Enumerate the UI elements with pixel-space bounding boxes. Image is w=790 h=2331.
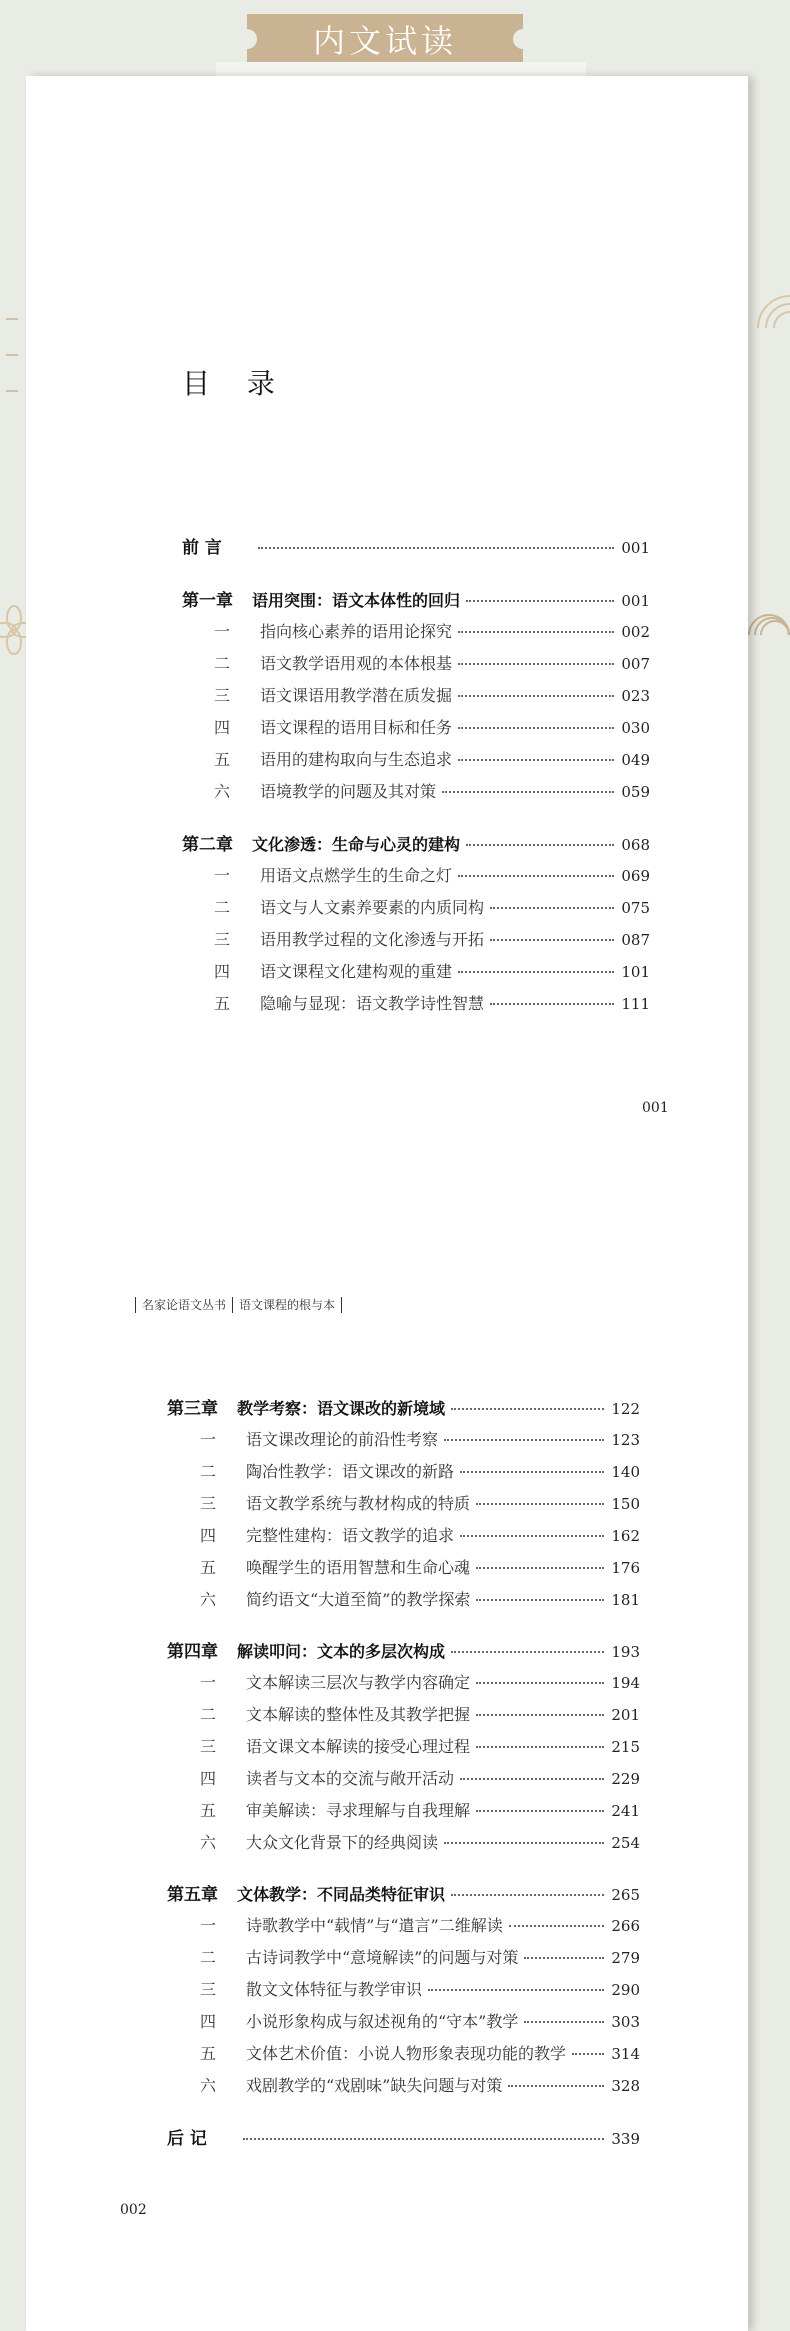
section-num: 六 <box>214 782 231 801</box>
section-num: 五 <box>214 994 231 1013</box>
section-title: 语用教学过程的文化渗透与开拓 <box>260 930 485 949</box>
dot-leader <box>466 600 614 602</box>
section-num: 二 <box>200 1948 217 1967</box>
section-num: 四 <box>200 1769 217 1788</box>
dot-leader <box>451 1894 604 1896</box>
dot-leader <box>458 875 614 877</box>
section-num: 一 <box>200 1916 217 1935</box>
page-number: 279 <box>611 1949 640 1967</box>
toc-section[interactable] <box>200 1459 640 1482</box>
page-number: 075 <box>621 899 650 917</box>
toc-section[interactable] <box>200 1830 640 1853</box>
section-num: 二 <box>200 1462 217 1481</box>
section-title: 隐喻与显现：语文教学诗性智慧 <box>260 994 485 1013</box>
section-num: 一 <box>200 1673 217 1692</box>
chapter-title: 解读叩问：文本的多层次构成 <box>237 1642 446 1661</box>
page-number: 290 <box>611 1981 640 1999</box>
toc-section[interactable] <box>200 1670 640 1693</box>
divider <box>135 1297 136 1313</box>
toc-section[interactable] <box>200 1427 640 1450</box>
page-number: 087 <box>621 931 650 949</box>
dot-leader <box>476 1567 604 1569</box>
section-title: 读者与文本的交流与敞开活动 <box>246 1769 455 1788</box>
chapter-label: 第四章 <box>167 1642 218 1662</box>
toc-section[interactable] <box>200 1945 640 1968</box>
toc-chapter-4[interactable] <box>167 1637 640 1662</box>
toc-section[interactable] <box>214 863 650 886</box>
dot-leader <box>509 1925 604 1927</box>
section-title: 散文文体特征与教学审识 <box>246 1980 423 1999</box>
dot-leader <box>458 727 614 729</box>
toc-section[interactable] <box>214 747 650 770</box>
toc-chapter-5[interactable] <box>167 1880 640 1905</box>
page-number: 069 <box>621 867 650 885</box>
page-number: 328 <box>611 2077 640 2095</box>
page-number: 123 <box>611 1431 640 1449</box>
toc-section[interactable] <box>200 1702 640 1725</box>
toc-section[interactable] <box>200 1734 640 1757</box>
toc-section[interactable] <box>200 1977 640 2000</box>
preface-label: 前 言 <box>182 538 222 558</box>
page-number: 193 <box>611 1643 640 1661</box>
page-number: 176 <box>611 1559 640 1577</box>
section-num: 三 <box>214 930 231 949</box>
toc-section[interactable] <box>214 991 650 1014</box>
section-title: 文本解读三层次与教学内容确定 <box>246 1673 471 1692</box>
toc-section[interactable] <box>200 1766 640 1789</box>
dot-leader <box>460 1535 604 1537</box>
section-num: 四 <box>214 962 231 981</box>
section-title: 语文课改理论的前沿性考察 <box>246 1430 439 1449</box>
dot-leader <box>490 907 614 909</box>
chapter-label: 第二章 <box>182 835 233 855</box>
section-title: 语文教学语用观的本体根基 <box>260 654 453 673</box>
section-title: 语文课文本解读的接受心理过程 <box>246 1737 471 1756</box>
page-folio: 002 <box>120 2202 147 2218</box>
section-num: 五 <box>200 1801 217 1820</box>
page-number: 265 <box>611 1886 640 1904</box>
toc-chapter-2[interactable] <box>182 830 650 855</box>
page-number: 181 <box>611 1591 640 1609</box>
chapter-title: 教学考察：语文课改的新境域 <box>237 1399 446 1418</box>
dot-leader <box>458 759 614 761</box>
banner-title: 内文试读 <box>247 14 523 64</box>
section-num: 五 <box>200 2044 217 2063</box>
dot-leader <box>444 1842 604 1844</box>
chapter-title: 文化渗透：生命与心灵的建构 <box>252 835 461 854</box>
section-num: 六 <box>200 1590 217 1609</box>
dot-leader <box>442 791 614 793</box>
section-title: 用语文点燃学生的生命之灯 <box>260 866 453 885</box>
page-number: 140 <box>611 1463 640 1481</box>
section-title: 诗歌教学中“载情”与“遣言”二维解读 <box>246 1916 503 1935</box>
page-number: 007 <box>621 655 650 673</box>
section-num: 四 <box>200 2012 217 2031</box>
toc-section[interactable] <box>214 715 650 738</box>
section-num: 三 <box>214 686 231 705</box>
arc-ornament-icon <box>745 585 790 645</box>
section-title: 语文教学系统与教材构成的特质 <box>246 1494 471 1513</box>
toc-chapter-3[interactable] <box>167 1394 640 1419</box>
section-num: 一 <box>200 1430 217 1449</box>
page-number: 229 <box>611 1770 640 1788</box>
page-number: 254 <box>611 1834 640 1852</box>
page-number: 215 <box>611 1738 640 1756</box>
section-num: 四 <box>200 1526 217 1545</box>
left-deco-line <box>6 390 18 392</box>
dot-leader <box>476 1682 604 1684</box>
section-num: 二 <box>214 654 231 673</box>
afterword-label: 后 记 <box>167 2129 207 2149</box>
dot-leader <box>243 2138 604 2140</box>
page-number: 111 <box>621 995 650 1013</box>
page-number: 001 <box>621 539 650 557</box>
section-title: 简约语文“大道至简”的教学探索 <box>246 1590 471 1609</box>
chapter-label: 第五章 <box>167 1885 218 1905</box>
book-title: 语文课程的根与本 <box>239 1298 336 1312</box>
page-folio: 001 <box>642 1100 669 1116</box>
page-number: 162 <box>611 1527 640 1545</box>
section-num: 三 <box>200 1494 217 1513</box>
banner-tab-strip <box>216 62 586 76</box>
toc-section[interactable] <box>200 2041 640 2064</box>
section-title: 戏剧教学的“戏剧味”缺失问题与对策 <box>246 2076 503 2095</box>
dot-leader <box>444 1439 604 1441</box>
chapter-label: 第一章 <box>182 591 233 611</box>
dot-leader <box>428 1989 604 1991</box>
dot-leader <box>451 1408 604 1410</box>
section-title: 语文课程文化建构观的重建 <box>260 962 453 981</box>
toc-section[interactable] <box>200 2073 640 2096</box>
dot-leader <box>476 1599 604 1601</box>
toc-section[interactable] <box>200 2009 640 2032</box>
page-number: 314 <box>611 2045 640 2063</box>
page-number: 150 <box>611 1495 640 1513</box>
series-header <box>135 1296 342 1313</box>
section-title: 完整性建构：语文教学的追求 <box>246 1526 455 1545</box>
section-num: 六 <box>200 2076 217 2095</box>
section-num: 一 <box>214 866 231 885</box>
toc-section[interactable] <box>214 683 650 706</box>
dot-leader <box>490 939 614 941</box>
left-deco-line <box>6 318 18 320</box>
section-title: 审美解读：寻求理解与自我理解 <box>246 1801 471 1820</box>
section-title: 语用的建构取向与生态追求 <box>260 750 453 769</box>
dot-leader <box>524 2021 604 2023</box>
dot-leader <box>476 1503 604 1505</box>
page-number: 059 <box>621 783 650 801</box>
section-num: 一 <box>214 622 231 641</box>
toc-section[interactable] <box>200 1913 640 1936</box>
section-title: 指向核心素养的语用论探究 <box>260 622 453 641</box>
dot-leader <box>476 1746 604 1748</box>
section-title: 语文课程的语用目标和任务 <box>260 718 453 737</box>
page-number: 122 <box>611 1400 640 1418</box>
section-title: 语境教学的问题及其对策 <box>260 782 437 801</box>
section-num: 六 <box>200 1833 217 1852</box>
toc-title: 目 录 <box>182 367 289 400</box>
divider <box>232 1297 233 1313</box>
toc-section[interactable] <box>214 779 650 802</box>
chapter-title: 文体教学：不同品类特征审识 <box>237 1885 446 1904</box>
page-number: 241 <box>611 1802 640 1820</box>
toc-afterword[interactable] <box>167 2124 640 2149</box>
toc-section[interactable] <box>200 1523 640 1546</box>
toc-section[interactable] <box>214 619 650 642</box>
page-number: 194 <box>611 1674 640 1692</box>
arc-ornament-icon <box>752 290 790 340</box>
page-number: 002 <box>621 623 650 641</box>
section-title: 语文课语用教学潜在质发掘 <box>260 686 453 705</box>
series-name: 名家论语文丛书 <box>142 1298 227 1312</box>
toc-section[interactable] <box>214 959 650 982</box>
section-title: 文本解读的整体性及其教学把握 <box>246 1705 471 1724</box>
divider <box>341 1297 342 1313</box>
section-num: 三 <box>200 1737 217 1756</box>
section-title: 大众文化背景下的经典阅读 <box>246 1833 439 1852</box>
toc-section[interactable] <box>214 895 650 918</box>
dot-leader <box>458 971 614 973</box>
page-number: 023 <box>621 687 650 705</box>
section-num: 五 <box>200 1558 217 1577</box>
toc-section[interactable] <box>200 1491 640 1514</box>
dot-leader <box>458 631 614 633</box>
toc-section[interactable] <box>200 1555 640 1578</box>
dot-leader <box>466 844 614 846</box>
dot-leader <box>572 2053 604 2055</box>
section-num: 二 <box>200 1705 217 1724</box>
page-number: 049 <box>621 751 650 769</box>
left-deco-line <box>6 354 18 356</box>
toc-section[interactable] <box>200 1587 640 1610</box>
dot-leader <box>258 547 614 549</box>
page-number: 339 <box>611 2130 640 2148</box>
section-title: 陶冶性教学：语文课改的新路 <box>246 1462 455 1481</box>
section-num: 二 <box>214 898 231 917</box>
section-num: 三 <box>200 1980 217 1999</box>
toc-chapter-1[interactable] <box>182 586 650 611</box>
chapter-label: 第三章 <box>167 1399 218 1419</box>
dot-leader <box>490 1003 614 1005</box>
dot-leader <box>476 1714 604 1716</box>
toc-section[interactable] <box>214 651 650 674</box>
section-title: 小说形象构成与叙述视角的“守本”教学 <box>246 2012 519 2031</box>
page-number: 001 <box>621 592 650 610</box>
dot-leader <box>458 695 614 697</box>
page-number: 303 <box>611 2013 640 2031</box>
section-title: 文体艺术价值：小说人物形象表现功能的教学 <box>246 2044 567 2063</box>
dot-leader <box>451 1651 604 1653</box>
chapter-title: 语用突围：语文本体性的回归 <box>252 591 461 610</box>
dot-leader <box>508 2085 604 2087</box>
toc-section[interactable] <box>214 927 650 950</box>
toc-preface[interactable] <box>182 533 650 558</box>
page-number: 201 <box>611 1706 640 1724</box>
toc-section[interactable] <box>200 1798 640 1821</box>
page-number: 030 <box>621 719 650 737</box>
section-num: 五 <box>214 750 231 769</box>
section-num: 四 <box>214 718 231 737</box>
dot-leader <box>460 1778 604 1780</box>
page-number: 266 <box>611 1917 640 1935</box>
dot-leader <box>476 1810 604 1812</box>
dot-leader <box>524 1957 604 1959</box>
page-number: 068 <box>621 836 650 854</box>
page-number: 101 <box>621 963 650 981</box>
section-title: 语文与人文素养要素的内质同构 <box>260 898 485 917</box>
dot-leader <box>460 1471 604 1473</box>
section-title: 古诗词教学中“意境解读”的问题与对策 <box>246 1948 519 1967</box>
dot-leader <box>458 663 614 665</box>
section-title: 唤醒学生的语用智慧和生命心魂 <box>246 1558 471 1577</box>
